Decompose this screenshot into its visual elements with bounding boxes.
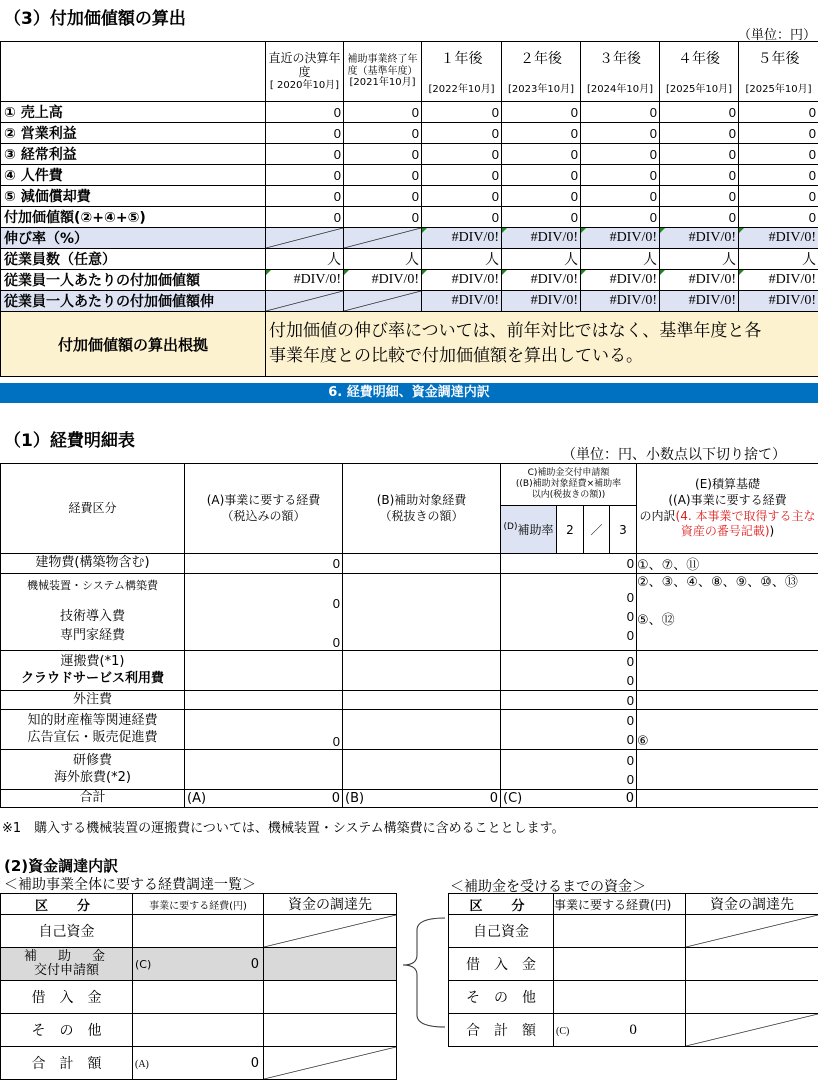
table-row [1,102,818,123]
table-row [1,691,818,710]
row-label-loan: 借 入 金 [449,948,554,981]
header-a: (A)事業に要する経費 （税込みの額） [185,464,343,554]
expense-b[interactable] [343,750,501,790]
header-col-y3: ３年後 [2024年10月] [581,42,660,102]
expense-table [0,463,818,808]
employee-cell[interactable]: 人 [266,249,344,270]
employee-cell[interactable]: 人 [581,249,660,270]
header-category: 経費区分 [1,464,185,554]
value-cell[interactable]: 0 [739,186,818,207]
table-row [1,186,818,207]
diagonal-cell [264,915,397,948]
row-label: 伸び率（%） [1,228,266,249]
table-row-per-employee-growth [1,291,818,312]
row-label-subsidy: 補 助 金 交付申請額 [1,948,133,981]
value-cell: 0 [422,207,502,228]
header-col-recent: 直近の決算年度 [ 2020年10月] [266,42,344,102]
row-label-total: 合 計 額 [1,1047,133,1080]
value-cell[interactable]: 0 [739,102,818,123]
header-category: 区 分 [449,894,554,915]
total-e [637,790,818,808]
error-cell: #DIV/0! [660,270,739,291]
row-label: 付加価値額(②+④+⑤) [1,207,266,228]
expense-title: （1）経費明細表 [4,431,135,451]
value-cell[interactable]: 0 [344,165,422,186]
footnote: ※1 購入する機械装置の運搬費については、機械装置・システム構築費に含めることとします。 [2,821,565,836]
value-cell[interactable]: 0 [660,123,739,144]
header-col-y4: ４年後 [2025年10月] [660,42,739,102]
value-cell[interactable]: 0 [660,144,739,165]
value-cell[interactable]: 0 [422,102,502,123]
source-cell[interactable] [264,948,397,981]
brace-connector-icon [395,910,455,1050]
error-cell: #DIV/0! [266,270,344,291]
value-cell[interactable]: 0 [581,123,660,144]
total-c: (C) 0 [501,790,637,808]
expense-e[interactable] [637,691,818,710]
header-col-y5: ５年後 [2025年10月] [739,42,818,102]
error-cell: #DIV/0! [502,228,581,249]
rate-slash: ／ [584,506,610,554]
section-6-banner: 6. 経費明細、資金調達内訳 [0,383,818,403]
employee-cell[interactable]: 人 [344,249,422,270]
table-row [1,574,818,651]
expense-category-group: 知的財産権等関連経費 広告宣伝・販売促進費 [1,710,185,750]
total-b: (B) 0 [343,790,501,808]
expense-e[interactable] [637,750,818,790]
value-cell: 0 [502,207,581,228]
row-label: ② 営業利益 [1,123,266,144]
expense-b[interactable] [343,710,501,750]
value-added-table [0,41,818,377]
amount-cell[interactable] [133,915,264,948]
amount-cell: (C) 0 [554,1014,686,1047]
expense-e[interactable] [637,651,818,691]
expense-category: 外注費 [1,691,185,710]
row-label-loan: 借 入 金 [1,981,133,1014]
error-cell: #DIV/0! [344,270,422,291]
row-label-total: 合 計 額 [449,1014,554,1047]
total-row [1,790,818,808]
expense-e[interactable]: ⑥ [637,710,818,750]
diagonal-cell [686,1014,818,1047]
diagonal-cell [344,291,422,312]
expense-category-group: 研修費 海外旅費(*2) [1,750,185,790]
value-cell[interactable]: 0 [502,144,581,165]
error-cell: #DIV/0! [660,291,739,312]
error-cell: #DIV/0! [422,228,502,249]
source-cell[interactable] [686,948,818,981]
row-label: 従業員一人あたりの付加価値額 [1,270,266,291]
expense-unit: （単位：円、小数点以下切り捨て） [562,447,786,463]
header-category: 区 分 [1,894,133,915]
funding-right-table [448,893,818,1047]
section-3-title: （3）付加価値額の算出 [4,9,186,29]
expense-e[interactable]: ②、③、④、⑧、⑨、⑩、⑬ ⑤、⑫ [637,574,818,651]
rate-denominator[interactable]: 3 [610,506,637,554]
expense-a[interactable] [185,691,343,710]
value-cell[interactable]: 0 [344,123,422,144]
source-cell[interactable] [264,981,397,1014]
value-cell: 0 [660,207,739,228]
header-b: (B)補助対象経費 （税抜きの額） [343,464,501,554]
expense-b[interactable] [343,554,501,574]
value-cell[interactable]: 0 [502,123,581,144]
basis-label: 付加価値額の算出根拠 [1,312,266,377]
amount-cell[interactable] [133,981,264,1014]
error-cell: #DIV/0! [581,270,660,291]
expense-b[interactable] [343,574,501,651]
amount-cell[interactable] [554,915,686,948]
employee-cell[interactable]: 人 [422,249,502,270]
row-label-other: そ の 他 [1,1014,133,1047]
source-cell[interactable] [264,1014,397,1047]
value-cell[interactable]: 0 [344,144,422,165]
table-row [1,123,818,144]
header-blank [1,42,266,102]
row-label-own-funds: 自己資金 [1,915,133,948]
value-cell[interactable]: 0 [502,186,581,207]
expense-c: 0 0 0 [501,574,637,651]
value-cell: 0 [581,207,660,228]
value-cell[interactable]: 0 [581,102,660,123]
expense-c: 0 0 [501,651,637,691]
expense-e[interactable]: ①、⑦、⑪ [637,554,818,574]
value-cell: 0 [739,207,818,228]
table-row [1,710,818,750]
expense-c: 0 [501,554,637,574]
error-cell: #DIV/0! [660,228,739,249]
funding-title: (2)資金調達内訳 [4,857,119,875]
value-cell[interactable]: 0 [422,165,502,186]
value-cell: 0 [266,207,344,228]
header-amount: 事業に要する経費(円) [554,894,686,915]
table-row-per-employee [1,270,818,291]
row-label: ⑤ 減価償却費 [1,186,266,207]
value-cell[interactable]: 0 [581,186,660,207]
diagonal-cell [264,1047,397,1080]
value-cell[interactable]: 0 [502,165,581,186]
header-col-base: 補助事業終了年度（基準年度） [2021年10月] [344,42,422,102]
employee-cell[interactable]: 人 [739,249,818,270]
row-label: ① 売上高 [1,102,266,123]
amount-cell[interactable] [133,1014,264,1047]
value-cell[interactable]: 0 [739,165,818,186]
expense-c: 0 0 [501,710,637,750]
value-cell[interactable]: 0 [739,144,818,165]
expense-category-group: 機械装置・システム構築費 技術導入費 専門家経費 [1,574,185,651]
table-row [1,144,818,165]
amount-cell[interactable] [554,981,686,1014]
error-cell: #DIV/0! [739,291,818,312]
funding-left-table [0,893,397,1080]
error-cell: #DIV/0! [502,291,581,312]
error-cell: #DIV/0! [581,291,660,312]
expense-a[interactable]: 0 0 [185,574,343,651]
table-row [1,651,818,691]
rate-label-cell: $^{(D)}$補助率 [501,506,557,554]
funding-right-subtitle: ＜補助金を受けるまでの資金＞ [450,879,646,895]
value-cell[interactable]: 0 [502,102,581,123]
expense-category: 建物費(構築物含む) [1,554,185,574]
value-cell[interactable]: 0 [422,144,502,165]
table-row [1,207,818,228]
value-cell[interactable]: 0 [422,123,502,144]
expense-b[interactable] [343,691,501,710]
table-row [1,750,818,790]
value-cell[interactable]: 0 [266,186,344,207]
amount-cell[interactable] [554,948,686,981]
employee-cell[interactable]: 人 [502,249,581,270]
expense-a[interactable]: 0 [185,710,343,750]
error-cell: #DIV/0! [739,270,818,291]
expense-a[interactable] [185,651,343,691]
row-label: 従業員数（任意） [1,249,266,270]
total-a: (A) 0 [185,790,343,808]
diagonal-cell [686,915,818,948]
error-cell: #DIV/0! [422,291,502,312]
basis-row [1,312,818,377]
value-cell[interactable]: 0 [266,123,344,144]
header-col-y2: ２年後 [2023年10月] [502,42,581,102]
value-cell[interactable]: 0 [739,123,818,144]
employee-cell[interactable]: 人 [660,249,739,270]
value-cell[interactable]: 0 [266,165,344,186]
amount-cell: (A) 0 [133,1047,264,1080]
expense-c: 0 0 [501,750,637,790]
total-label: 合計 [1,790,185,808]
rate-numerator[interactable]: 2 [557,506,584,554]
row-label-own-funds: 自己資金 [449,915,554,948]
expense-a[interactable] [185,750,343,790]
row-label: ③ 経常利益 [1,144,266,165]
expense-c: 0 [501,691,637,710]
row-label: 従業員一人あたりの付加価値額伸 [1,291,266,312]
error-cell: #DIV/0! [581,228,660,249]
header-amount: 事業に要する経費(円) [133,894,264,915]
funding-left-subtitle: ＜補助事業全体に要する経費調達一覧＞ [4,877,256,893]
table-row [1,554,818,574]
expense-category-group: 運搬費(*1) クラウドサービス利用費 [1,651,185,691]
table-row-employees [1,249,818,270]
unit-label: （単位：円） [738,28,817,43]
expense-b[interactable] [343,651,501,691]
value-cell[interactable]: 0 [266,102,344,123]
diagonal-cell [266,228,344,249]
diagonal-cell [266,291,344,312]
table-row-growth [1,228,818,249]
diagonal-cell [344,228,422,249]
value-cell[interactable]: 0 [422,186,502,207]
expense-a[interactable]: 0 [185,554,343,574]
value-cell[interactable]: 0 [344,102,422,123]
header-source: 資金の調達先 [686,894,818,915]
basis-text[interactable]: 付加価値の伸び率については、前年対比ではなく、基準年度と各 事業年度との比較で付加価値額を算出している。 [266,312,818,377]
error-cell: #DIV/0! [502,270,581,291]
header-c: C)補助金交付申請額 ((B)補助対象経費×補助率 以内(税抜きの額)) [501,464,637,506]
source-cell[interactable] [686,981,818,1014]
error-cell: #DIV/0! [422,270,502,291]
error-cell: #DIV/0! [739,228,818,249]
value-cell[interactable]: 0 [660,102,739,123]
header-col-y1: １年後 [2022年10月] [422,42,502,102]
value-cell: 0 [344,207,422,228]
value-cell[interactable]: 0 [660,186,739,207]
header-source: 資金の調達先 [264,894,397,915]
header-e: (E)積算基礎 ((A)事業に要する経費 の内訳(4. 本事業で取得する主な資産の番号記載)) [637,464,818,554]
value-cell[interactable]: 0 [344,186,422,207]
row-label-other: そ の 他 [449,981,554,1014]
value-cell[interactable]: 0 [266,144,344,165]
value-cell[interactable]: 0 [581,144,660,165]
value-cell[interactable]: 0 [660,165,739,186]
row-label: ④ 人件費 [1,165,266,186]
amount-cell: (C) 0 [133,948,264,981]
table-row [1,165,818,186]
value-cell[interactable]: 0 [581,165,660,186]
